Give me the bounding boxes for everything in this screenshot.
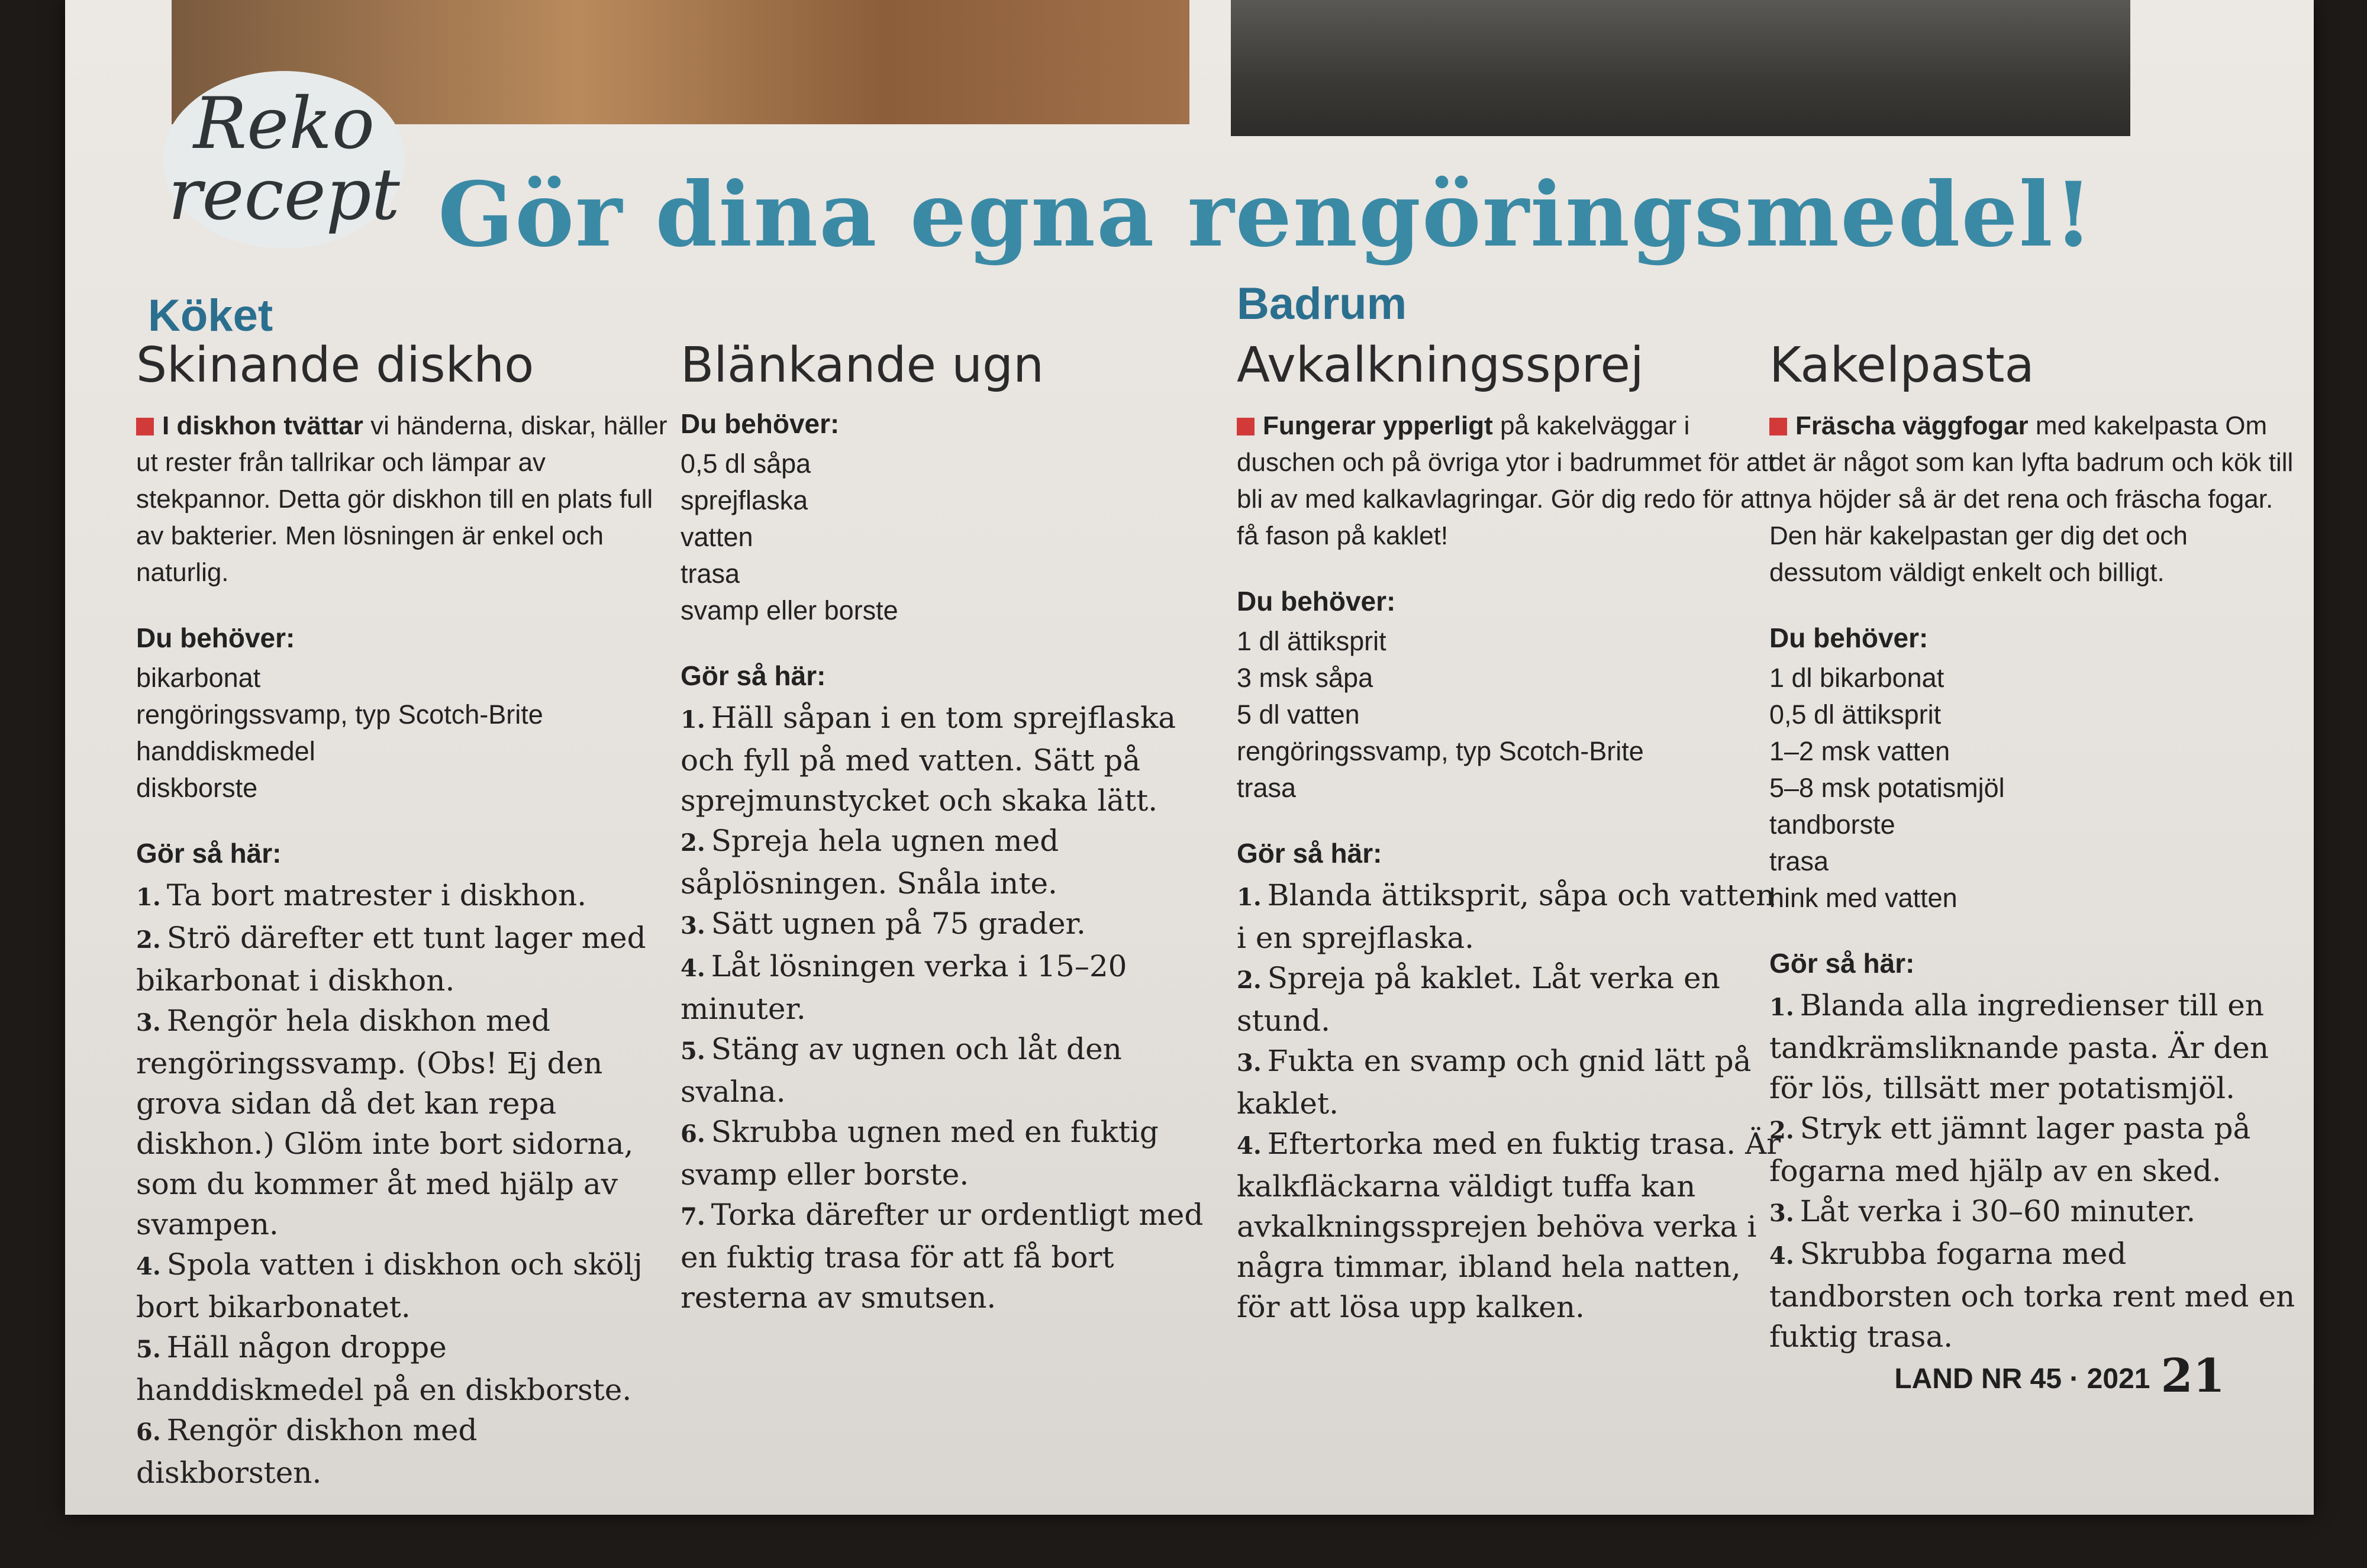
steps-label: Gör så här:	[681, 660, 826, 691]
list-item	[681, 1029, 1225, 1112]
needs-list	[1769, 660, 2302, 917]
bullet-square-icon	[1237, 418, 1255, 435]
step-text: Skrubba fogarna med tandborsten och torka rent med en fuktig trasa.	[1769, 1237, 2295, 1354]
bullet-square-icon	[136, 418, 154, 435]
step-text: Skrubba ugnen med en fuktig svamp eller borste.	[681, 1115, 1159, 1192]
intro-rest: med kakelpasta Om det är något som kan lyfta badrum och kök till nya höjder så är det rena och fräscha fogar. Den här kakelpastan ger dig det och dessutom väldigt enkelt och billigt.	[1769, 411, 2294, 587]
recipe-intro	[1769, 408, 2302, 591]
page-number: 21	[2160, 1349, 2225, 1403]
step-text: Fukta en svamp och gnid lätt på kaklet.	[1237, 1044, 1752, 1121]
step-text: Spreja på kaklet. Låt verka en stund.	[1237, 961, 1720, 1038]
step-text: Sätt ugnen på 75 grader.	[711, 906, 1086, 941]
recipe-avkalkningssprej	[1237, 337, 1781, 1327]
list-item: 0,5 dl såpa	[681, 449, 811, 479]
step-number: 3.	[136, 1009, 161, 1037]
list-item: tandborste	[1769, 809, 1895, 840]
recipe-title: Avkalkningssprej	[1237, 337, 1644, 393]
list-item	[1769, 1191, 2302, 1234]
step-text: Stäng av ugnen och låt den svalna.	[681, 1032, 1122, 1109]
needs-list	[681, 446, 1225, 629]
list-item: svamp eller borste	[681, 595, 898, 625]
steps-list	[1769, 985, 2302, 1357]
list-item	[1769, 985, 2302, 1108]
step-text: Eftertorka med en fuktig trasa. Är kalkfläckarna väldigt tuffa kan avkalkningssprejen behöva verka i några timmar, ibland hela natten, för att lösa upp kalken.	[1237, 1127, 1781, 1324]
list-item	[1237, 875, 1781, 958]
page-footer	[1894, 1349, 2225, 1403]
list-item: 5 dl vatten	[1237, 699, 1360, 730]
list-item	[136, 1327, 669, 1410]
intro-bold: Fräscha väggfogar	[1795, 411, 2029, 440]
recipe-title: Blänkande ugn	[681, 337, 1044, 393]
list-item: diskborste	[136, 773, 258, 803]
issue-label: LAND NR 45 · 2021	[1894, 1363, 2150, 1395]
step-text: Låt verka i 30–60 minuter.	[1800, 1194, 2196, 1228]
list-item	[136, 1001, 669, 1244]
section-bathroom: Badrum	[1237, 279, 1407, 329]
steps-label: Gör så här:	[136, 838, 282, 869]
list-item	[136, 875, 669, 918]
intro-bold: I diskhon tvättar	[162, 411, 363, 440]
list-item	[136, 1244, 669, 1327]
page-title: Gör dina egna rengöringsmedel!	[438, 163, 2094, 267]
recipe-kakelpasta	[1769, 337, 2302, 1357]
reko-recept-badge	[163, 71, 405, 249]
step-text: Häll någon droppe handdiskmedel på en diskborste.	[136, 1330, 632, 1407]
step-text: Blanda alla ingredienser till en tandkrämsliknande pasta. Är den för lös, tillsätt mer potatismjöl.	[1769, 988, 2269, 1105]
magazine-page	[65, 0, 2314, 1515]
step-text: Strö därefter ett tunt lager med bikarbonat i diskhon.	[136, 921, 646, 998]
list-item: 1 dl ättiksprit	[1237, 626, 1386, 656]
step-text: Ta bort matrester i diskhon.	[166, 878, 587, 912]
badge-line1: Reko	[193, 83, 375, 165]
list-item: handdiskmedel	[136, 736, 315, 766]
steps-label: Gör så här:	[1237, 838, 1382, 869]
step-text: Torka därefter ur ordentligt med en fuktig trasa för att få bort resterna av smutsen.	[681, 1198, 1204, 1315]
list-item: 1–2 msk vatten	[1769, 736, 1950, 766]
bullet-square-icon	[1769, 418, 1787, 435]
step-number: 3.	[1237, 1049, 1262, 1077]
list-item	[1769, 1234, 2302, 1357]
list-item: sprejflaska	[681, 485, 808, 515]
step-text: Rengör hela diskhon med rengöringssvamp. (Obs! Ej den grova sidan då det kan repa diskhon.) Glöm inte bort sidorna, som du kommer åt med hjälp av svampen.	[136, 1004, 634, 1241]
step-number: 6.	[681, 1120, 705, 1148]
list-item: rengöringssvamp, typ Scotch-Brite	[1237, 736, 1644, 766]
needs-label: Du behöver:	[681, 408, 840, 439]
step-text: Spreja hela ugnen med såplösningen. Snåla inte.	[681, 824, 1059, 901]
needs-list	[1237, 623, 1781, 806]
list-item	[681, 946, 1225, 1029]
step-number: 1.	[1237, 883, 1262, 911]
list-item	[1237, 1041, 1781, 1124]
list-item	[136, 918, 669, 1001]
step-number: 1.	[136, 883, 161, 911]
list-item	[136, 1410, 669, 1493]
step-text: Rengör diskhon med diskborsten.	[136, 1413, 478, 1490]
step-text: Spola vatten i diskhon och skölj bort bikarbonatet.	[136, 1247, 643, 1324]
step-number: 6.	[136, 1418, 161, 1446]
recipe-title: Kakelpasta	[1769, 337, 2034, 393]
badge-line2: recept	[168, 154, 400, 236]
intro-bold: Fungerar ypperligt	[1263, 411, 1493, 440]
list-item	[1237, 1124, 1781, 1327]
list-item	[681, 821, 1225, 904]
step-text: Stryk ett jämnt lager pasta på fogarna med hjälp av en sked.	[1769, 1111, 2251, 1188]
steps-list	[1237, 875, 1781, 1327]
list-item: 5–8 msk potatismjöl	[1769, 773, 2005, 803]
needs-label: Du behöver:	[1769, 622, 1929, 653]
steps-list	[136, 875, 669, 1493]
step-number: 2.	[136, 926, 161, 954]
step-number: 2.	[681, 829, 705, 857]
step-text: Låt lösningen verka i 15–20 minuter.	[681, 949, 1127, 1026]
steps-list	[681, 698, 1225, 1318]
list-item: bikarbonat	[136, 663, 261, 693]
steps-label: Gör så här:	[1769, 948, 1915, 979]
recipe-blankande-ugn	[681, 337, 1225, 1318]
step-number: 1.	[681, 706, 705, 734]
needs-list	[136, 660, 669, 806]
list-item: 0,5 dl ättiksprit	[1769, 699, 1942, 730]
list-item: hink med vatten	[1769, 883, 1958, 913]
step-number: 1.	[1769, 993, 1794, 1021]
recipe-title: Skinande diskho	[136, 337, 534, 393]
list-item	[681, 1195, 1225, 1318]
step-number: 7.	[681, 1203, 705, 1231]
list-item: trasa	[681, 559, 740, 589]
step-number: 4.	[681, 954, 705, 982]
step-number: 5.	[681, 1037, 705, 1065]
list-item: trasa	[1769, 846, 1829, 876]
list-item: 1 dl bikarbonat	[1769, 663, 1944, 693]
step-number: 3.	[1769, 1199, 1794, 1227]
needs-label: Du behöver:	[136, 622, 295, 653]
step-text: Blanda ättiksprit, såpa och vatten i en sprejflaska.	[1237, 878, 1775, 955]
list-item	[681, 904, 1225, 946]
list-item	[681, 698, 1225, 821]
step-number: 4.	[136, 1253, 161, 1280]
list-item: vatten	[681, 522, 753, 552]
step-number: 2.	[1769, 1117, 1794, 1144]
recipe-skinande-diskho	[136, 337, 669, 1493]
section-kitchen: Köket	[148, 291, 273, 341]
intro-rest: på kakelväggar i duschen och på övriga ytor i badrummet för att bli av med kalkavlagringar. Gör dig redo för att få fason på kaklet!	[1237, 411, 1775, 550]
list-item: rengöringssvamp, typ Scotch-Brite	[136, 699, 543, 730]
step-number: 3.	[681, 912, 705, 940]
oven-photo	[1231, 0, 2130, 136]
step-number: 2.	[1237, 966, 1262, 994]
step-text: Häll såpan i en tom sprejflaska och fyll på med vatten. Sätt på sprejmunstycket och skaka lätt.	[681, 701, 1176, 818]
intro-rest: vi händerna, diskar, häller ut rester från tallrikar och lämpar av stekpannor. Detta gör diskhon till en plats full av bakterier. Men lösningen är enkel och naturlig.	[136, 411, 667, 587]
step-number: 5.	[136, 1335, 161, 1363]
recipe-intro	[1237, 408, 1781, 554]
step-number: 4.	[1237, 1132, 1262, 1160]
list-item: trasa	[1237, 773, 1297, 803]
step-number: 4.	[1769, 1242, 1794, 1270]
recipe-intro	[136, 408, 669, 591]
list-item	[1769, 1108, 2302, 1191]
list-item: 3 msk såpa	[1237, 663, 1373, 693]
needs-label: Du behöver:	[1237, 586, 1396, 617]
list-item	[681, 1112, 1225, 1195]
list-item	[1237, 958, 1781, 1041]
